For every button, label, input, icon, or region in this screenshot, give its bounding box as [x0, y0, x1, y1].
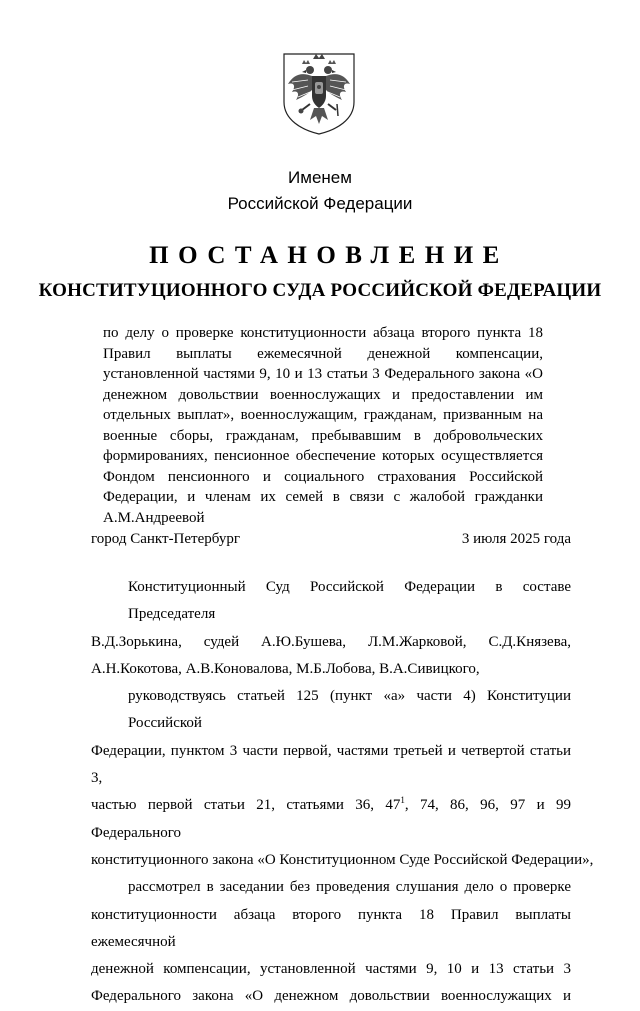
document-subtitle: КОНСТИТУЦИОННОГО СУДА РОССИЙСКОЙ ФЕДЕРАЦИИ	[38, 280, 602, 301]
case-line: Фондом пенсионного и социального страхования Российской	[103, 468, 543, 485]
body-fragment: , 74, 86, 96, 97 и 99 Федерального	[91, 797, 571, 841]
case-line: военные сборы, гражданам, пребывавшим в добровольческих	[103, 427, 543, 444]
document-title: ПОСТАНОВЛЕНИЕ	[149, 242, 509, 269]
coat-of-arms-emblem	[280, 50, 358, 136]
body-line	[91, 792, 571, 847]
body-line: Федерации, пунктом 3 части первой, частями третьей и четвертой статьи 3,	[91, 742, 571, 787]
double-headed-eagle-icon	[280, 50, 358, 136]
document-body	[91, 574, 594, 1011]
case-line: Федерации, и членам их семей в связи с жалобой гражданки	[103, 489, 543, 505]
case-line: по делу о проверке конституционности абзаца второго пункта 18	[103, 325, 543, 341]
case-line: установленной частями 9, 10 и 13 статьи 3 Федерального закона «О	[103, 366, 543, 382]
case-line: А.М.Андреевой	[103, 509, 205, 526]
case-line: формированиях, пенсионное обеспечение которых осуществляется	[103, 448, 543, 464]
body-line: В.Д.Зорькина, судей А.Ю.Бушева, Л.М.Жарковой, С.Д.Князева,	[91, 633, 571, 650]
city-label: город Санкт-Петербург	[91, 531, 240, 547]
body-line: конституционности абзаца второго пункта 18 Правил выплаты ежемесячной	[91, 906, 571, 950]
superscript: 1	[400, 795, 405, 806]
case-line: Правил выплаты ежемесячной денежной компенсации,	[103, 345, 543, 362]
body-fragment: частью первой статьи 21, статьями 36, 47	[91, 797, 401, 814]
body-line: денежной компенсации, установленной частями 9, 10 и 13 статьи 3	[91, 961, 571, 978]
header-line-in-the-name: Именем	[288, 168, 352, 187]
header-line-russian-federation: Российской Федерации	[227, 194, 413, 213]
body-line: Конституционный Суд Российской Федерации в составе Председателя	[128, 579, 571, 623]
case-description	[103, 323, 543, 528]
case-line: отдельных выплат», военнослужащим, гражданам, призванным на	[103, 407, 543, 423]
body-line: конституционного закона «О Конституционном Суде Российской Федерации»,	[91, 851, 594, 868]
date-label: 3 июля 2025 года	[461, 531, 571, 547]
body-line: руководствуясь статьей 125 (пункт «а» части 4) Конституции Российской	[128, 688, 571, 732]
case-line: денежном довольствии военнослужащих и предоставлении им	[103, 386, 543, 403]
body-line: рассмотрел в заседании без проведения слушания дело о проверке	[128, 879, 571, 896]
body-line: Федерального закона «О денежном довольствии военнослужащих и	[91, 988, 571, 1005]
body-line: А.Н.Кокотова, А.В.Коноваловa, М.Б.Лобова, В.А.Сивицкого,	[91, 660, 480, 677]
